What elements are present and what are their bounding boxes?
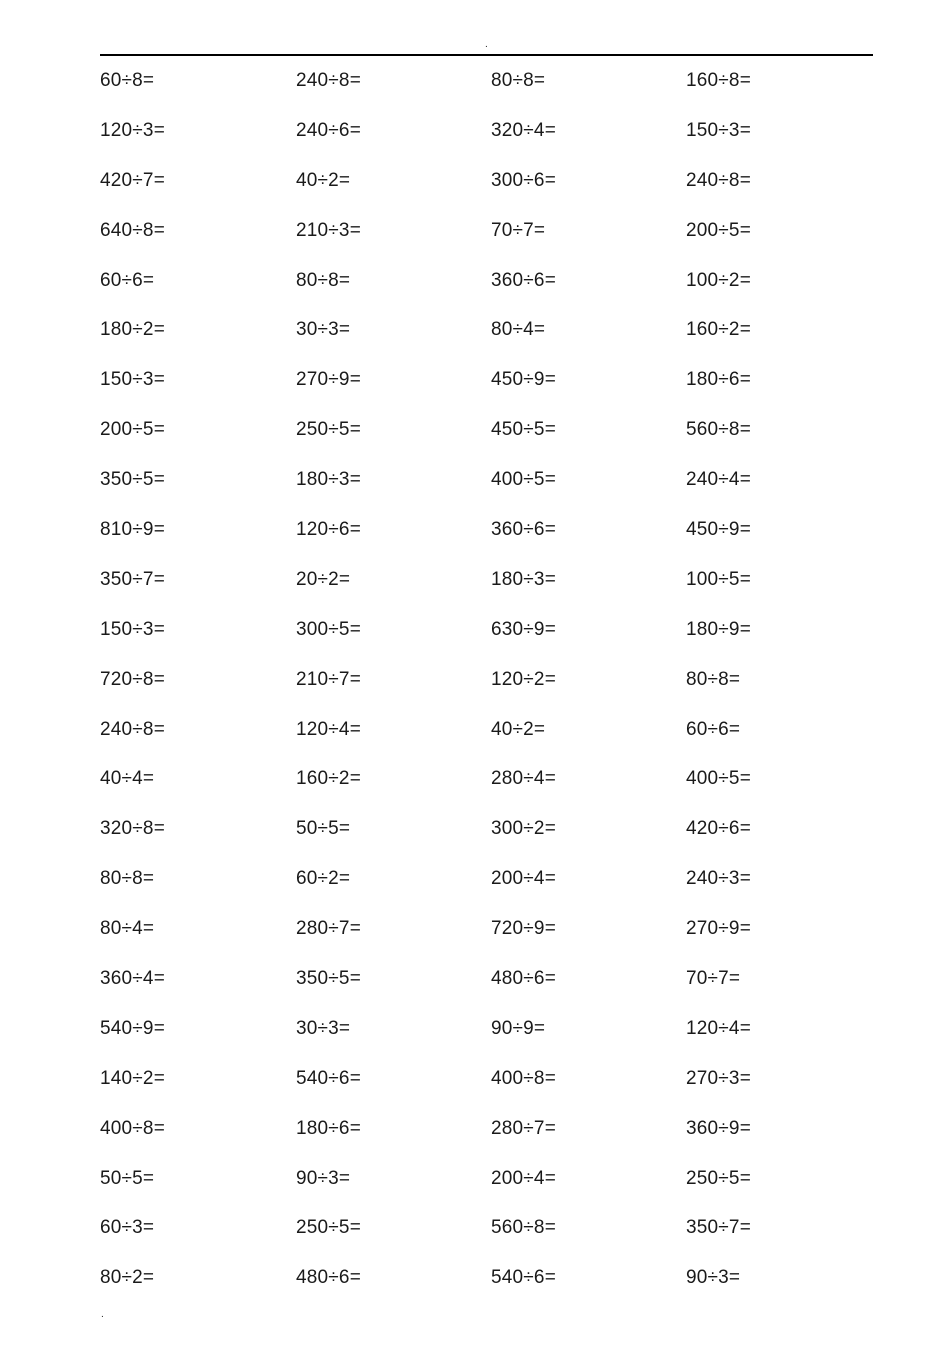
division-problem: 90÷3= (296, 1167, 351, 1189)
division-problem: 210÷7= (296, 668, 361, 690)
division-problem: 630÷9= (491, 618, 556, 640)
division-problem: 360÷4= (100, 968, 165, 990)
division-problem: 160÷2= (296, 768, 361, 790)
division-problem: 40÷2= (491, 718, 546, 740)
division-problem: 540÷6= (296, 1067, 361, 1089)
division-problem: 720÷9= (491, 918, 556, 940)
division-problem: 350÷7= (100, 568, 165, 590)
division-problem: 240÷4= (686, 469, 751, 491)
division-problem: 450÷5= (491, 419, 556, 441)
header-mark: . (485, 39, 488, 50)
division-problem: 420÷6= (686, 818, 751, 840)
division-problem: 30÷3= (296, 1017, 351, 1039)
division-problem: 450÷9= (491, 369, 556, 391)
division-problem: 300÷5= (296, 618, 361, 640)
division-problem: 60÷2= (296, 868, 351, 890)
division-problem: 80÷8= (296, 269, 351, 291)
division-problem: 200÷4= (491, 1167, 556, 1189)
problem-grid (100, 67, 880, 1314)
division-problem: 160÷2= (686, 319, 751, 341)
division-problem: 100÷5= (686, 568, 751, 590)
division-problem: 80÷8= (686, 668, 741, 690)
division-problem: 200÷4= (491, 868, 556, 890)
division-problem: 300÷6= (491, 169, 556, 191)
division-problem: 240÷3= (686, 868, 751, 890)
division-problem: 280÷4= (491, 768, 556, 790)
division-problem: 70÷7= (491, 219, 546, 241)
division-problem: 80÷8= (491, 70, 546, 91)
division-problem: 30÷3= (296, 319, 351, 341)
division-problem: 180÷3= (296, 469, 361, 491)
division-problem: 280÷7= (491, 1117, 556, 1139)
division-problem: 150÷3= (100, 369, 165, 391)
division-problem: 200÷5= (100, 419, 165, 441)
division-problem: 50÷5= (100, 1167, 155, 1189)
division-problem: 240÷6= (296, 119, 361, 141)
division-problem: 640÷8= (100, 219, 165, 241)
division-problem: 240÷8= (686, 169, 751, 191)
division-problem: 180÷9= (686, 618, 751, 640)
division-problem: 200÷5= (686, 219, 751, 241)
division-problem: 270÷9= (686, 918, 751, 940)
division-problem: 180÷6= (686, 369, 751, 391)
division-problem: 60÷6= (100, 269, 155, 291)
division-problem: 160÷8= (686, 70, 751, 91)
division-problem: 400÷8= (100, 1117, 165, 1139)
division-problem: 250÷5= (686, 1167, 751, 1189)
division-problem: 120÷4= (686, 1017, 751, 1039)
division-problem: 80÷4= (491, 319, 546, 341)
division-problem: 250÷5= (296, 419, 361, 441)
division-problem: 120÷6= (296, 519, 361, 541)
division-problem: 50÷5= (296, 818, 351, 840)
division-problem: 90÷3= (686, 1267, 741, 1289)
division-problem: 270÷9= (296, 369, 361, 391)
division-problem: 350÷5= (296, 968, 361, 990)
division-problem: 80÷8= (100, 868, 155, 890)
division-problem: 560÷8= (686, 419, 751, 441)
division-problem: 250÷5= (296, 1217, 361, 1239)
footer-mark: . (101, 1309, 104, 1320)
division-problem: 560÷8= (491, 1217, 556, 1239)
division-problem: 270÷3= (686, 1067, 751, 1089)
header-rule (100, 54, 873, 56)
division-problem: 540÷9= (100, 1017, 165, 1039)
division-problem: 720÷8= (100, 668, 165, 690)
division-problem: 360÷6= (491, 269, 556, 291)
division-problem: 150÷3= (100, 618, 165, 640)
division-problem: 400÷8= (491, 1067, 556, 1089)
division-problem: 320÷4= (491, 119, 556, 141)
division-problem: 60÷3= (100, 1217, 155, 1239)
division-problem: 210÷3= (296, 219, 361, 241)
division-problem: 400÷5= (491, 469, 556, 491)
division-problem: 100÷2= (686, 269, 751, 291)
division-problem: 90÷9= (491, 1017, 546, 1039)
division-problem: 540÷6= (491, 1267, 556, 1289)
division-problem: 40÷4= (100, 768, 155, 790)
division-problem: 80÷2= (100, 1267, 155, 1289)
division-problem: 180÷6= (296, 1117, 361, 1139)
division-problem: 140÷2= (100, 1067, 165, 1089)
division-problem: 70÷7= (686, 968, 741, 990)
division-problem: 350÷5= (100, 469, 165, 491)
division-problem: 350÷7= (686, 1217, 751, 1239)
division-problem: 120÷2= (491, 668, 556, 690)
division-problem: 80÷4= (100, 918, 155, 940)
division-problem: 480÷6= (296, 1267, 361, 1289)
division-problem: 180÷2= (100, 319, 165, 341)
division-problem: 240÷8= (296, 70, 361, 91)
division-problem: 360÷9= (686, 1117, 751, 1139)
division-problem: 120÷4= (296, 718, 361, 740)
division-problem: 360÷6= (491, 519, 556, 541)
division-problem: 300÷2= (491, 818, 556, 840)
division-problem: 40÷2= (296, 169, 351, 191)
division-problem: 120÷3= (100, 119, 165, 141)
division-problem: 420÷7= (100, 169, 165, 191)
division-problem: 150÷3= (686, 119, 751, 141)
division-problem: 280÷7= (296, 918, 361, 940)
division-problem: 60÷8= (100, 70, 155, 91)
division-problem: 320÷8= (100, 818, 165, 840)
division-problem: 480÷6= (491, 968, 556, 990)
division-problem: 400÷5= (686, 768, 751, 790)
division-problem: 20÷2= (296, 568, 351, 590)
division-problem: 60÷6= (686, 718, 741, 740)
division-problem: 810÷9= (100, 519, 165, 541)
division-problem: 450÷9= (686, 519, 751, 541)
division-problem: 240÷8= (100, 718, 165, 740)
division-problem: 180÷3= (491, 568, 556, 590)
